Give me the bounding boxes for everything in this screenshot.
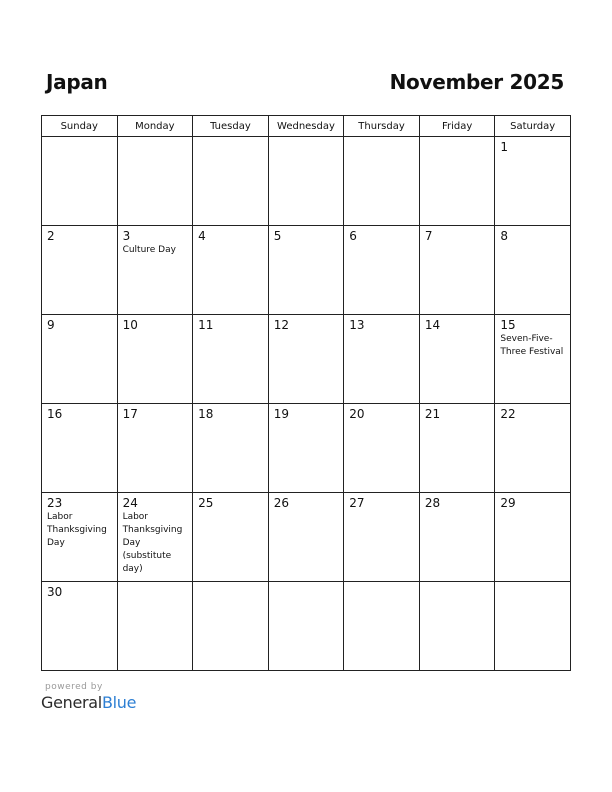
day-cell [344, 582, 420, 671]
day-number: 11 [198, 318, 214, 332]
day-cell [419, 582, 495, 671]
day-cell [495, 137, 571, 226]
day-cell [117, 493, 193, 582]
day-cell [193, 315, 269, 404]
country-title: Japan [46, 70, 108, 94]
day-cell [344, 404, 420, 493]
day-number: 6 [349, 229, 357, 243]
day-cell [193, 493, 269, 582]
day-cell [42, 404, 118, 493]
day-cell [495, 582, 571, 671]
day-cell [268, 137, 344, 226]
day-cell [495, 493, 571, 582]
day-cell [42, 315, 118, 404]
day-cell [42, 493, 118, 582]
day-cell [268, 226, 344, 315]
day-number: 26 [273, 496, 289, 510]
day-cell [495, 226, 571, 315]
day-cell [42, 226, 118, 315]
day-number [269, 137, 344, 140]
day-number: 12 [273, 318, 289, 332]
weekday-tuesday: Tuesday [193, 116, 269, 137]
day-number [344, 582, 419, 585]
day-cell [193, 404, 269, 493]
day-number [42, 137, 117, 140]
day-cell [419, 315, 495, 404]
weekday-monday: Monday [117, 116, 193, 137]
weekday-thursday: Thursday [344, 116, 420, 137]
day-number: 24 [122, 496, 138, 510]
holiday-label: Labor Thanksgiving Day [47, 512, 107, 548]
day-number: 5 [273, 229, 282, 243]
day-number [420, 137, 495, 140]
day-number [344, 137, 419, 140]
weekday-saturday: Saturday [495, 116, 571, 137]
day-cell [117, 404, 193, 493]
day-cell [344, 315, 420, 404]
day-cell [193, 226, 269, 315]
powered-by-text: powered by [45, 682, 103, 692]
day-number: 17 [122, 407, 138, 421]
day-cell [344, 493, 420, 582]
week-row [42, 493, 571, 582]
day-cell [419, 404, 495, 493]
week-row [42, 226, 571, 315]
day-cell [419, 493, 495, 582]
day-cell [117, 226, 193, 315]
day-number: 23 [47, 496, 63, 510]
day-number: 1 [500, 140, 509, 154]
day-number: 14 [424, 318, 441, 332]
day-cell [268, 315, 344, 404]
day-cell [495, 315, 571, 404]
day-number: 20 [349, 407, 365, 421]
day-number: 2 [47, 229, 55, 243]
day-number: 7 [424, 229, 433, 243]
day-number: 18 [198, 407, 214, 421]
day-number: 21 [424, 407, 441, 421]
week-row [42, 404, 571, 493]
weekday-friday: Friday [419, 116, 495, 137]
day-number [193, 137, 268, 140]
day-cell [42, 137, 118, 226]
week-row [42, 582, 571, 671]
day-cell [268, 582, 344, 671]
day-number [420, 582, 495, 585]
day-cell [42, 582, 118, 671]
week-row [42, 315, 571, 404]
weekday-sunday: Sunday [42, 116, 118, 137]
day-cell [117, 582, 193, 671]
day-number: 28 [424, 496, 441, 510]
holiday-label: Seven-Five-Three Festival [500, 334, 564, 357]
day-cell [117, 315, 193, 404]
day-cell [495, 404, 571, 493]
day-cell [193, 582, 269, 671]
week-row [42, 137, 571, 226]
day-number: 19 [273, 407, 289, 421]
day-number [269, 582, 344, 585]
day-cell [268, 493, 344, 582]
day-number: 4 [198, 229, 206, 243]
brand-logo [41, 693, 136, 712]
calendar-grid [41, 115, 571, 671]
day-cell [419, 226, 495, 315]
holiday-label: Labor Thanksgiving Day (substitute day) [122, 512, 183, 574]
day-number [118, 137, 193, 140]
day-number: 29 [500, 496, 516, 510]
day-cell [344, 226, 420, 315]
weekday-header-row [42, 116, 571, 137]
holiday-label: Culture Day [122, 245, 176, 255]
day-cell [344, 137, 420, 226]
month-year-title: November 2025 [389, 70, 564, 94]
day-cell [268, 404, 344, 493]
weekday-wednesday: Wednesday [268, 116, 344, 137]
calendar-body [42, 137, 571, 671]
day-cell [419, 137, 495, 226]
day-number: 3 [122, 229, 131, 243]
day-cell [117, 137, 193, 226]
brand-blue: Blue [101, 693, 137, 712]
day-number: 16 [47, 407, 63, 421]
day-number [193, 582, 268, 585]
day-number [495, 582, 570, 585]
day-number: 22 [500, 407, 516, 421]
day-number: 15 [500, 318, 516, 332]
day-number: 25 [198, 496, 214, 510]
brand-general: General [41, 693, 102, 712]
day-number [118, 582, 193, 585]
day-number: 27 [349, 496, 365, 510]
day-cell [193, 137, 269, 226]
day-number: 13 [349, 318, 365, 332]
day-number: 30 [47, 585, 63, 599]
day-number: 9 [47, 318, 55, 332]
day-number: 10 [122, 318, 138, 332]
day-number: 8 [500, 229, 509, 243]
